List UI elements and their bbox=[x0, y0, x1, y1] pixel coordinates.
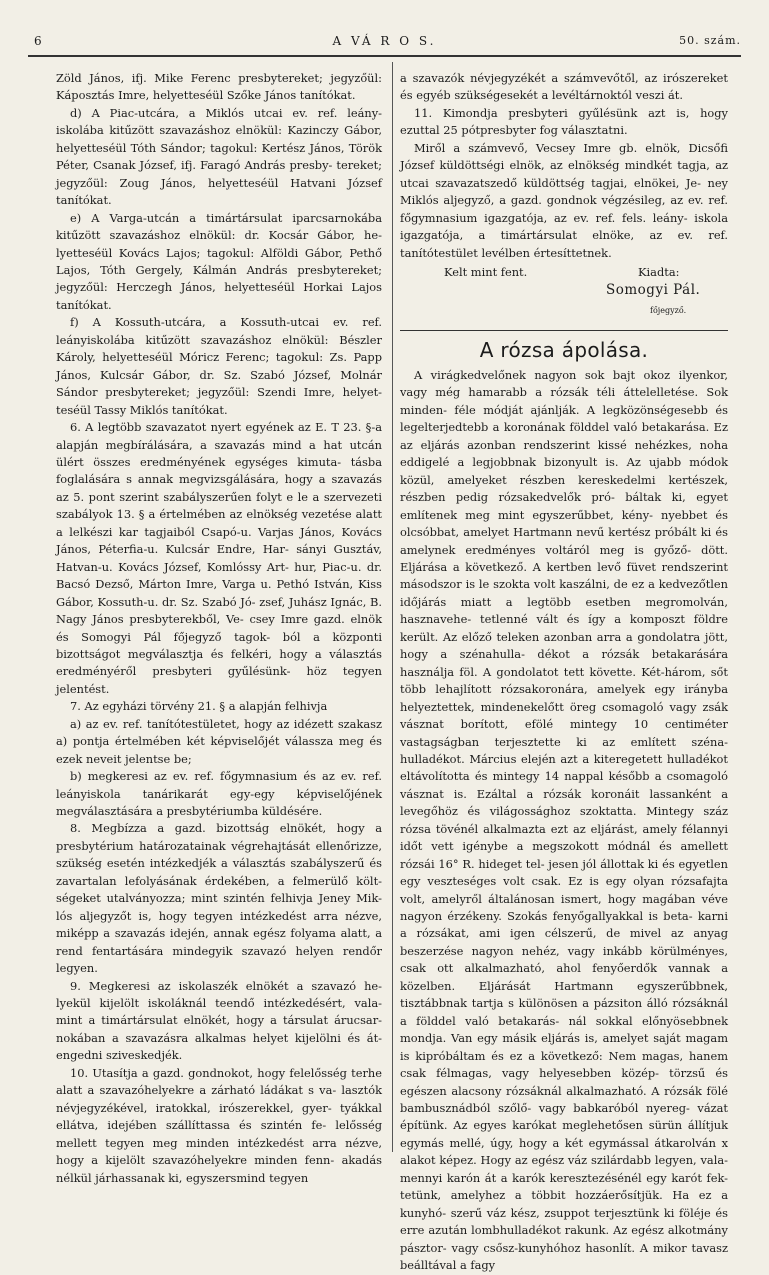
page-header bbox=[28, 34, 741, 52]
header-rule bbox=[28, 55, 741, 57]
paragraph: a) az ev. ref. tanítótestületet, hogy az idézett szakasz a) pontja értelmében két képviselőjét válassza meg és ezek neveit jelentse be; bbox=[56, 716, 382, 766]
paragraph: d) A Piac-utcára, a Miklós utcai ev. ref. leány- iskolába kitűzött szavazáshoz elnökül: Kazinczy Gábor, helyetteséül Tóth Sándor; tagokul: Kertész János, Török Péter, Csanak József, ifj. Faragó András presby- tereket; jegyzőül: Zoug János, helyetteséül Hatvani József tanítókat. bbox=[56, 105, 382, 208]
section-divider bbox=[400, 330, 728, 331]
paragraph: e) A Varga-utcán a timártársulat iparcsarnokába kitűzött szavazáshoz elnökül: dr. Kocsár Gábor, he- lyetteséül Kovács Lajos; tagokul: Alföldi Gábor, Pethő Lajos, Tóth Gergely, Kálmán András presbytereket; jegyzőül: Herczegh János, helyetteséül Horkai Lajos tanítókat. bbox=[56, 210, 382, 312]
left-column bbox=[56, 70, 382, 1185]
issue-number: 50. szám. bbox=[679, 34, 741, 47]
paragraph: 11. Kimondja presbyteri gyűlésünk azt is, hogy ezuttal 25 pótpresbyter fog választatni. bbox=[400, 105, 728, 138]
paragraph: 7. Az egyházi törvény 21. § a alapján felhivja bbox=[70, 699, 328, 714]
dated-line: Kelt mint fent. bbox=[444, 264, 528, 279]
paragraph: Zöld János, ifj. Mike Ferenc presbytereket; jegyzőül: Káposztás Imre, helyetteséül Szőke János tanítókat. bbox=[56, 71, 382, 103]
paragraph: 9. Megkeresi az iskolaszék elnökét a szavazó he- lyekül kijelölt iskoláknál teendő intézkedésért, vala- mint a timártársulat elnökét, hogy a társulat árucsar- nokában a szavazásra alkalmas helyet kijelölni és át- engedni sziveskedjék. bbox=[56, 978, 382, 1063]
signature-block bbox=[400, 264, 728, 322]
paragraph: a szavazók névjegyzékét a számvevőtől, az irószereket és egyéb szükségesekét a levéltárnoktól veszi át. bbox=[400, 71, 728, 103]
column-divider bbox=[392, 62, 393, 1152]
newspaper-title: A VÁ R O S. bbox=[332, 34, 437, 48]
right-column bbox=[400, 70, 728, 1273]
issued-by-label: Kiadta: bbox=[638, 264, 680, 279]
paragraph: 8. Megbízza a gazd. bizottság elnökét, hogy a presbytérium határozatainak végrehajtását ellenőrizze, szükség esetén intézkedjék a választás szabályszerű és zavartalan lefolyásának érdekében, a felmerülő költ- ségeket utalványozza; mint szintén felhivja Jeney Mik- lós aljegyzőt is, hogy tegyen intézkedést arra nézve, miképp a szavazás idején, annak egész folyama alatt, a rend fentartására mindegyik szavazó helyen rendőr legyen. bbox=[56, 821, 382, 976]
paragraph: 10. Utasítja a gazd. gondnokot, hogy felelősség terhe alatt a szavazóhelyekre a zárható ládákat s va- lasztók névjegyzékével, iratokkal, irószerekkel, gyer- tyákkal ellátva, idejében szállíttassa és szintén fe- lelősség mellett tegyen meg minden intézkedést arra nézve, hogy a kijelölt szavazóhelyekre minden fenn- akadás nélkül járhassanak ki, egyszersmind tegyen bbox=[56, 1065, 382, 1185]
article-title: A rózsa ápolása. bbox=[479, 337, 649, 362]
signatory-name: Somogyi Pál. bbox=[606, 281, 701, 298]
page-number: 6 bbox=[34, 34, 43, 48]
paragraph: 6. A legtöbb szavazatot nyert egyének az E. T 23. §-a alapján megbírálására, a szavazás mind a hat utcán ülért összes eredményének egységes kimuta- tásba foglalására s annak megvizsgálására, hogy a szavazás az 5. pont szerint szabályszerűen folyt e le a szervezeti szabályok 13. § a értelmében az elnökség vezetése alatt a lelkészi kar tagjaiból Csapó-u. Varjas János, Kovács János, Péterfia-u. Kulcsár Endre, Har- sányi Gusztáv, Hatvan-u. Kovács József, Komlóssy Art- hur, Piac-u. dr. Bacsó Dezső, Márton Imre, Varga u. Pethó István, Kiss Gábor, Kossuth-u. dr. Sz. Szabó Jó- zsef, Juhász Ignác, B. Nagy János presbyterekből, Ve- csey Imre gazd. elnök és Somogyi Pál főjegyző tagok- ból a központi bizottságot megválasztja és felkéri, hogy a választás eredményéről presbyteri gyűlésünk- höz tegyen jelentést. bbox=[56, 420, 382, 696]
paragraph: b) megkeresi az ev. ref. főgymnasium és az ev. ref. leányiskola tanárikarát egy-egy képviselőjének megválasztására a presbytériumba küldésére. bbox=[56, 769, 382, 819]
paragraph: Miről a számvevő, Vecsey Imre gb. elnök, Dicsőfi József küldöttségi elnök, az elnökség mindkét tagja, az utcai szavazatszedő küldöttség tagjai, elnökei, Je- ney Miklós aljegyző, a gazd. gondnok végzésileg, az ev. ref. főgymnasium igazgatója, az ev. ref. fels. leány- iskola igazgatója, a timártársulat elnöke, az ev. ref. tanítótestület levélben értesíttetnek. bbox=[400, 140, 728, 260]
paragraph: f) A Kossuth-utcára, a Kossuth-utcai ev. ref. leányiskolába kitűzött szavazáshoz elnökül: Bészler Károly, helyetteséül Móricz Ferenc; tagokul: Zs. Papp János, Kulcsár Gábor, dr. Sz. Szabó József, Molnár Sándor presbytereket; jegyzőül: Szendi Imre, helyet- teséül Tassy Miklós tanítókat. bbox=[56, 315, 382, 417]
signatory-role: főjegyző. bbox=[650, 305, 687, 315]
article-paragraph: A virágkedvelőnek nagyon sok bajt okoz ilyenkor, vagy még hamarabb a rózsák téli áttelelletése. Sok minden- féle módját ajánlják. A legközönségesebb és legelterjedtebb a koronának földdel való betakarása. Ez az eljárás azonban rendszerint kissé nehézkes, noha eddigelé a legjobbnak bizonyult is. Az ujabb módok közül, amelyeket részben kereskedelmi kertészek, részben pedig rózsakedvelők pró- báltak ki, egyet említenek meg mint egyszerűbbet, kény- nyebbet és olcsóbbat, amelyet Hartmann nevű kertész próbált ki és amelynek eredményes voltáról meg is győző- dött. Eljárása a következő. A kertben levő füvet rendszerint másodszor is le szokta volt kaszálni, de ez a kedvezőtlen időjárás miatt a legtöbb esetben megromolván, hasznavehe- tetlenné vált és így a komposzt földre került. Az előző teleken azonban arra a gondolatra jött, hogy a szénahulla- dékot a rózsák betakarására használja föl. A gondolatot tett követte. Két-három, sőt több lehajlított rózsakoronára, amelyek egy irányba helyeztettek, mindenekelőtt öreg csomagoló vagy zsák vásznat borított, efölé mintegy 10 centiméter vastagságban terjesztette ki az említett széna- hulladékot. Március elején azt a kiteregetett hulladékot eltávolította és mintegy 14 nappal később a csomagoló vásznat is. Ezáltal a rózsák koronáit lassanként a levegőhöz és világossághoz szoktatta. Mintegy száz rózsa tövénél alkalmazta ezt az eljárást, amely félannyi időt vett igénybe a megszokott módnál és amellett rózsái 16° R. hideget tel- jesen jól állottak ki és egyetlen egy veszteséges volt csak. Ez is egy olyan rózsafajta volt, amelyről általánosan ismert, hogy magában véve nagyon érzékeny. Szokás fenyőgallyakkal is beta- karni a rózsákat, ami igen célszerű, de mivel az anyag beszerzése nagyon nehéz, vagy inkább körülményes, csak ott alkalmazható, ahol fenyőerdők vannak a közelben. Eljárását Hartmann egyszerűbbnek, tisztábbnak tartja s különösen a pázsiton álló rózsáknál a földdel való betakarás- nál sokkal előnyösebbnek mondja. Van egy másik eljárás is, amelyet saját magam is kipróbáltam és ez a következő: Nem magas, hanem csak félmagas, vagy helyesebben közép- törzsű és egészen alacsony rózsáknál alkalmazható. A rózsák fölé bambusznádból szőlő- vagy babkaróból nyereg- vázat építünk. Az egyes karókat meglehetősen sürün állítjuk egymás mellé, úgy, hogy a két egymással átkarolván x alakot képez. Hogy az egész váz szilárdabb legyen, vala- mennyi karón át a karók keresztezésénél egy karót fek- tetünk, amelyhez a többit hozzáerősítjük. Ha ez a kunyhó- szerű váz kész, zsuppot terjesztünk ki föléje és erre azután lombhulladékot rakunk. Az egész alkotmány pásztor- vagy csősz-kunyhóhoz hasonlít. A mikor tavasz beálltával a fagy bbox=[400, 367, 728, 1273]
